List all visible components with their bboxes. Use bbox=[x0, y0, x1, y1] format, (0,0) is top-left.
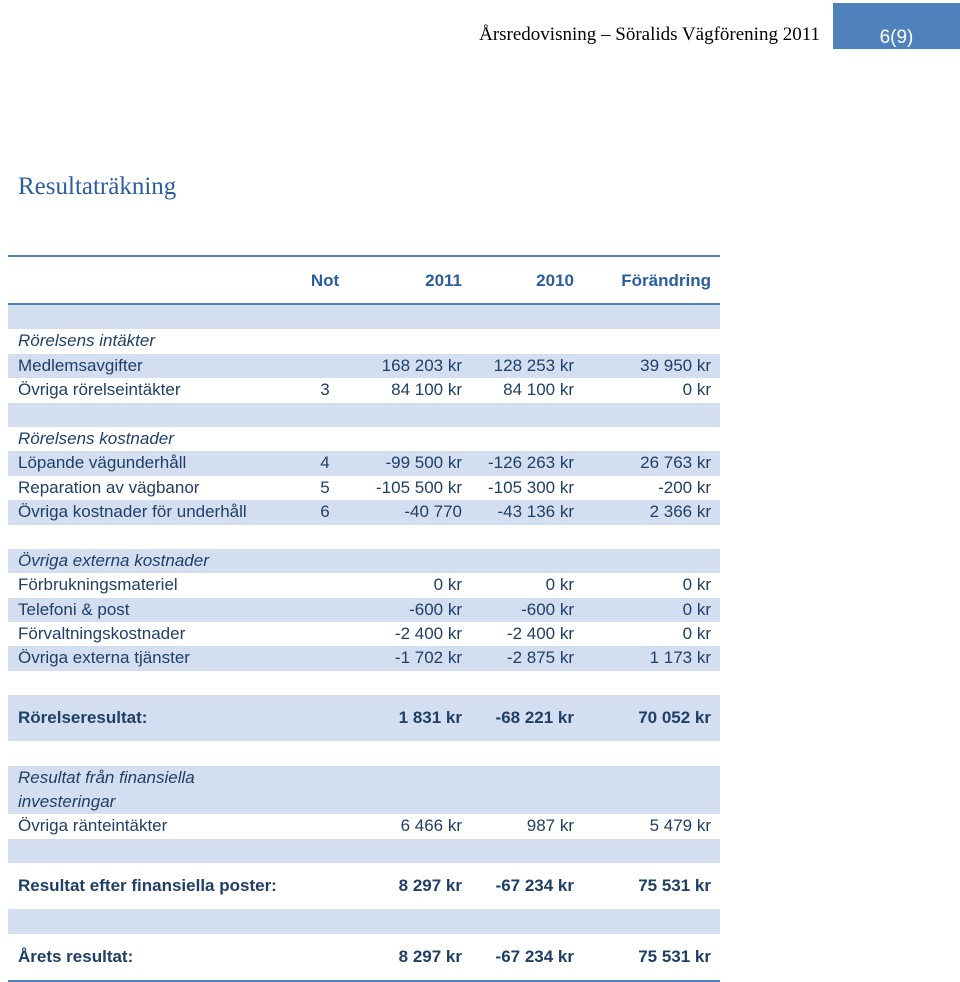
col-header-change: Förändring bbox=[621, 271, 711, 290]
row-label: Övriga ränteintäkter bbox=[18, 816, 168, 836]
bottom-rule bbox=[8, 980, 720, 982]
page-number-badge: 6(9) bbox=[833, 3, 960, 49]
row-change: 1 173 kr bbox=[649, 648, 711, 668]
row-change: -200 kr bbox=[658, 477, 711, 497]
section-title-row bbox=[8, 766, 720, 815]
spacer-row bbox=[8, 839, 720, 863]
row-2011: 84 100 kr bbox=[391, 380, 462, 400]
row-label: Reparation av vägbanor bbox=[18, 477, 200, 497]
table-row bbox=[8, 622, 720, 646]
spacer-row bbox=[8, 305, 720, 329]
col-header-2010: 2010 bbox=[536, 271, 574, 290]
table-row bbox=[8, 451, 720, 475]
row-2011: 1 831 kr bbox=[398, 708, 462, 728]
row-2011: 8 297 kr bbox=[398, 946, 462, 966]
row-2011: -99 500 kr bbox=[385, 453, 462, 473]
row-2010: -126 263 kr bbox=[488, 453, 574, 473]
row-change: 0 kr bbox=[682, 599, 711, 619]
row-2011: -105 500 kr bbox=[376, 477, 462, 497]
row-change: 0 kr bbox=[682, 575, 711, 595]
row-2010: -68 221 kr bbox=[495, 708, 574, 728]
table-row bbox=[8, 814, 720, 838]
section-title: Rörelsens intäkter bbox=[18, 331, 156, 351]
section-title: Resultat från finansiella investeringar bbox=[18, 767, 195, 812]
spacer-row bbox=[8, 403, 720, 427]
col-header-2011: 2011 bbox=[425, 271, 462, 290]
section-title: Övriga externa kostnader bbox=[18, 550, 209, 570]
row-change: 0 kr bbox=[682, 380, 711, 400]
year-result-row bbox=[8, 934, 720, 980]
page-heading: Resultaträkning bbox=[18, 173, 177, 200]
row-not: 3 bbox=[320, 380, 330, 400]
row-change: 5 479 kr bbox=[649, 816, 711, 836]
row-2010: -67 234 kr bbox=[495, 946, 574, 966]
table-row bbox=[8, 598, 720, 622]
row-2010: -105 300 kr bbox=[488, 477, 574, 497]
section-title-row bbox=[8, 427, 720, 451]
row-label: Övriga externa tjänster bbox=[18, 648, 190, 668]
result-after-financial-row bbox=[8, 863, 720, 909]
row-label: Rörelseresultat: bbox=[18, 708, 148, 728]
section-title-row bbox=[8, 329, 720, 353]
table-row bbox=[8, 476, 720, 500]
section-title-row bbox=[8, 549, 720, 573]
row-2010: -600 kr bbox=[521, 599, 574, 619]
spacer-row bbox=[8, 671, 720, 695]
row-2011: 168 203 kr bbox=[381, 355, 462, 375]
row-2010: 987 kr bbox=[526, 816, 574, 836]
row-2010: 0 kr bbox=[545, 575, 574, 595]
row-label: Telefoni & post bbox=[18, 599, 130, 619]
row-not: 6 bbox=[320, 502, 330, 522]
row-2011: -40 770 bbox=[404, 502, 462, 522]
spacer-row bbox=[8, 909, 720, 933]
spacer-row bbox=[8, 741, 720, 765]
section-title: Rörelsens kostnader bbox=[18, 428, 174, 448]
table-row bbox=[8, 354, 720, 378]
row-label: Årets resultat: bbox=[18, 946, 134, 966]
row-2011: 6 466 kr bbox=[400, 816, 462, 836]
row-label: Resultat efter finansiella poster: bbox=[18, 876, 277, 896]
row-2011: 8 297 kr bbox=[398, 876, 462, 896]
row-2010: 84 100 kr bbox=[503, 380, 574, 400]
table-row bbox=[8, 646, 720, 670]
col-header-not: Not bbox=[310, 271, 340, 290]
row-change: 75 531 kr bbox=[638, 876, 711, 896]
table-row bbox=[8, 378, 720, 402]
row-change: 0 kr bbox=[682, 624, 711, 644]
row-change: 2 366 kr bbox=[649, 502, 711, 522]
table-row bbox=[8, 573, 720, 597]
table-row bbox=[8, 500, 720, 524]
row-label: Förbrukningsmateriel bbox=[18, 575, 178, 595]
row-change: 75 531 kr bbox=[638, 946, 711, 966]
row-change: 26 763 kr bbox=[640, 453, 711, 473]
row-2010: -43 136 kr bbox=[497, 502, 574, 522]
column-header-row bbox=[8, 257, 720, 303]
operating-result-row bbox=[8, 695, 720, 741]
row-2011: -600 kr bbox=[409, 599, 462, 619]
row-label: Övriga rörelseintäkter bbox=[18, 380, 181, 400]
spacer-row bbox=[8, 525, 720, 549]
row-2010: -67 234 kr bbox=[495, 876, 574, 896]
row-label: Övriga kostnader för underhåll bbox=[18, 502, 247, 522]
row-label: Löpande vägunderhåll bbox=[18, 453, 187, 473]
row-2010: -2 400 kr bbox=[506, 624, 574, 644]
row-label: Förvaltningskostnader bbox=[18, 624, 186, 644]
row-2011: -1 702 kr bbox=[394, 648, 462, 668]
row-2010: 128 253 kr bbox=[493, 355, 574, 375]
row-2011: 0 kr bbox=[433, 575, 462, 595]
row-change: 70 052 kr bbox=[638, 708, 711, 728]
document-header-title: Årsredovisning – Söralids Vägförening 2011 bbox=[479, 24, 820, 45]
row-label: Medlemsavgifter bbox=[18, 355, 143, 375]
row-2011: -2 400 kr bbox=[394, 624, 462, 644]
income-statement-table bbox=[8, 255, 720, 982]
row-change: 39 950 kr bbox=[640, 355, 711, 375]
row-not: 5 bbox=[320, 477, 330, 497]
row-2010: -2 875 kr bbox=[506, 648, 574, 668]
row-not: 4 bbox=[320, 453, 330, 473]
